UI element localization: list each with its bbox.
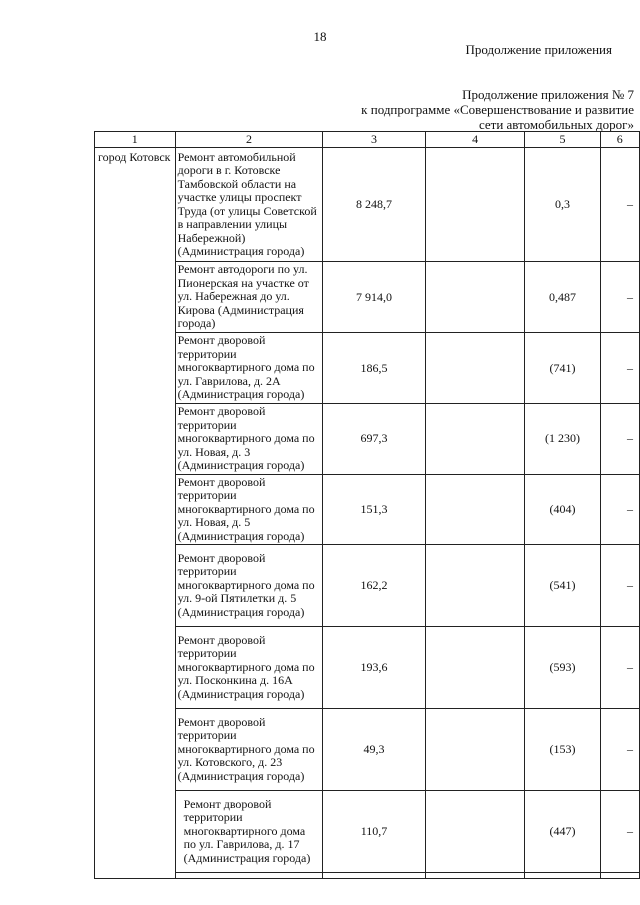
row-description: Ремонт дворовой территории многоквартирного дома по ул. Котовского, д. 23 (Администрация города) bbox=[175, 709, 323, 791]
row-value: (1 230) bbox=[525, 404, 600, 475]
row-value: 0,487 bbox=[525, 262, 600, 333]
table-row bbox=[95, 148, 640, 262]
header-col-2: 2 bbox=[175, 132, 323, 148]
program-table bbox=[94, 131, 640, 879]
row-col4 bbox=[425, 333, 525, 404]
appendix-heading bbox=[361, 87, 634, 132]
row-col4 bbox=[425, 791, 525, 873]
row-col4 bbox=[425, 709, 525, 791]
row-amount: 7 914,0 bbox=[323, 262, 425, 333]
row-col6: – bbox=[600, 404, 639, 475]
row-description: Ремонт автомобильной дороги в г. Котовске Тамбовской области на участке улицы проспект Труда (от улицы Советской в направлении улицы Набережной) (Администрация города) bbox=[175, 148, 323, 262]
row-col4 bbox=[425, 545, 525, 627]
row-col4 bbox=[425, 404, 525, 475]
row-description: Ремонт дворовой территории многоквартирного дома по ул. Новая, д. 5 (Администрация города) bbox=[175, 474, 323, 545]
row-col4 bbox=[425, 627, 525, 709]
empty-cell bbox=[323, 873, 425, 879]
row-value: (741) bbox=[525, 333, 600, 404]
row-amount: 8 248,7 bbox=[323, 148, 425, 262]
row-value: (447) bbox=[525, 791, 600, 873]
table-row bbox=[95, 709, 640, 791]
appendix-line-1: Продолжение приложения № 7 bbox=[462, 87, 634, 102]
row-col6: – bbox=[600, 709, 639, 791]
row-amount: 193,6 bbox=[323, 627, 425, 709]
row-value: (541) bbox=[525, 545, 600, 627]
row-value: (593) bbox=[525, 627, 600, 709]
row-description: Ремонт автодороги по ул. Пионерская на участке от ул. Набережная до ул. Кирова (Администрация города) bbox=[175, 262, 323, 333]
row-col6: – bbox=[600, 545, 639, 627]
row-amount: 110,7 bbox=[323, 791, 425, 873]
row-col6: – bbox=[600, 333, 639, 404]
row-col4 bbox=[425, 262, 525, 333]
row-description: Ремонт дворовой территории многоквартирного дома по ул. Посконкина д. 16А (Администрация города) bbox=[175, 627, 323, 709]
row-col6: – bbox=[600, 791, 639, 873]
row-amount: 162,2 bbox=[323, 545, 425, 627]
header-col-6: 6 bbox=[600, 132, 639, 148]
table-row-empty bbox=[95, 873, 640, 879]
header-col-5: 5 bbox=[525, 132, 600, 148]
row-col4 bbox=[425, 148, 525, 262]
row-amount: 49,3 bbox=[323, 709, 425, 791]
row-description: Ремонт дворовой территории многоквартирного дома по ул. Новая, д. 3 (Администрация города) bbox=[175, 404, 323, 475]
header-col-3: 3 bbox=[323, 132, 425, 148]
empty-cell bbox=[600, 873, 639, 879]
empty-cell bbox=[525, 873, 600, 879]
page-number: 18 bbox=[313, 29, 327, 44]
table-row bbox=[95, 262, 640, 333]
row-value: (404) bbox=[525, 474, 600, 545]
appendix-line-3: сети автомобильных дорог» bbox=[478, 117, 634, 132]
row-col6: – bbox=[600, 148, 639, 262]
row-col6: – bbox=[600, 262, 639, 333]
header-col-4: 4 bbox=[425, 132, 525, 148]
table-row bbox=[95, 627, 640, 709]
row-col6: – bbox=[600, 627, 639, 709]
row-description: Ремонт дворовой территории многоквартирного дома по ул. Гаврилова, д. 2А (Администрация города) bbox=[175, 333, 323, 404]
row-description: Ремонт дворовой территории многоквартирного дома по ул. Гаврилова, д. 17 (Администрация города) bbox=[175, 791, 323, 873]
row-col6: – bbox=[600, 474, 639, 545]
table-row bbox=[95, 791, 640, 873]
header-col-1: 1 bbox=[95, 132, 176, 148]
row-value: (153) bbox=[525, 709, 600, 791]
row-amount: 697,3 bbox=[323, 404, 425, 475]
row-description: Ремонт дворовой территории многоквартирного дома по ул. 9-ой Пятилетки д. 5 (Администрация города) bbox=[175, 545, 323, 627]
table-row bbox=[95, 333, 640, 404]
table-row bbox=[95, 474, 640, 545]
header-row bbox=[95, 132, 640, 148]
empty-cell bbox=[175, 873, 323, 879]
table-row bbox=[95, 545, 640, 627]
city-cell: город Котовск bbox=[95, 148, 176, 879]
row-col4 bbox=[425, 474, 525, 545]
row-amount: 151,3 bbox=[323, 474, 425, 545]
table-row bbox=[95, 404, 640, 475]
row-value: 0,3 bbox=[525, 148, 600, 262]
continuation-note: Продолжение приложения bbox=[465, 42, 612, 57]
row-amount: 186,5 bbox=[323, 333, 425, 404]
appendix-line-2: к подпрограмме «Совершенствование и развитие bbox=[361, 102, 634, 117]
empty-cell bbox=[425, 873, 525, 879]
